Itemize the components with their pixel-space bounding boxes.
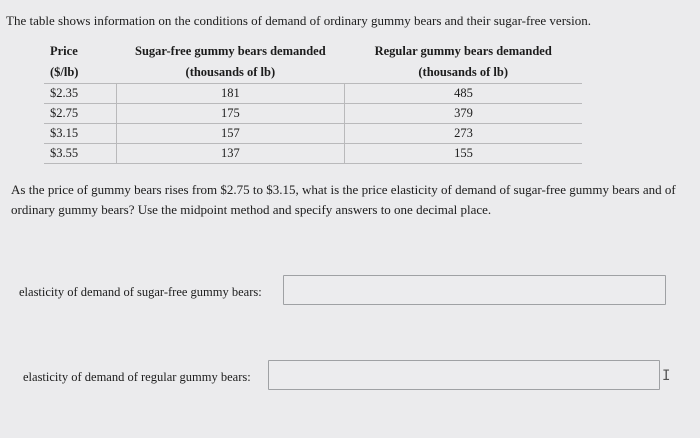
price-cell: $2.35 xyxy=(44,84,116,104)
header-price: Price xyxy=(50,44,78,58)
regular-elasticity-input[interactable] xyxy=(268,360,660,390)
sugar-free-cell: 181 xyxy=(116,84,344,104)
regular-cell: 485 xyxy=(344,84,582,104)
header-price-unit: ($/lb) xyxy=(44,62,116,84)
table-row xyxy=(44,104,582,124)
question-text: As the price of gummy bears rises from $2.75 to $3.15, what is the price elasticity of demand of sugar-free gummy bears and of ordinary gummy bears? Use the midpoint method and specify answers to one decimal place. xyxy=(11,182,676,217)
sugar-free-elasticity-label: elasticity of demand of sugar-free gummy bears: xyxy=(19,285,262,299)
text-cursor-icon: I xyxy=(662,368,671,384)
header-sugar-free: Sugar-free gummy bears demanded xyxy=(135,44,326,58)
sugar-free-cell: 137 xyxy=(116,144,344,164)
table-row xyxy=(44,144,582,164)
regular-elasticity-label: elasticity of demand of regular gummy bears: xyxy=(23,370,251,384)
table-header-units-row xyxy=(44,62,582,84)
table-row xyxy=(44,84,582,104)
price-cell: $2.75 xyxy=(44,104,116,124)
regular-cell: 379 xyxy=(344,104,582,124)
price-cell: $3.55 xyxy=(44,144,116,164)
sugar-free-elasticity-input[interactable] xyxy=(283,275,666,305)
header-sugar-free-unit: (thousands of lb) xyxy=(116,62,344,84)
regular-cell: 155 xyxy=(344,144,582,164)
table-row xyxy=(44,124,582,144)
price-cell: $3.15 xyxy=(44,124,116,144)
intro-text: The table shows information on the conditions of demand of ordinary gummy bears and their sugar-free version. xyxy=(6,13,591,28)
regular-cell: 273 xyxy=(344,124,582,144)
sugar-free-cell: 157 xyxy=(116,124,344,144)
demand-table xyxy=(44,41,582,164)
sugar-free-cell: 175 xyxy=(116,104,344,124)
header-regular-unit: (thousands of lb) xyxy=(344,62,582,84)
table-header-row xyxy=(44,41,582,62)
header-regular: Regular gummy bears demanded xyxy=(374,44,552,58)
